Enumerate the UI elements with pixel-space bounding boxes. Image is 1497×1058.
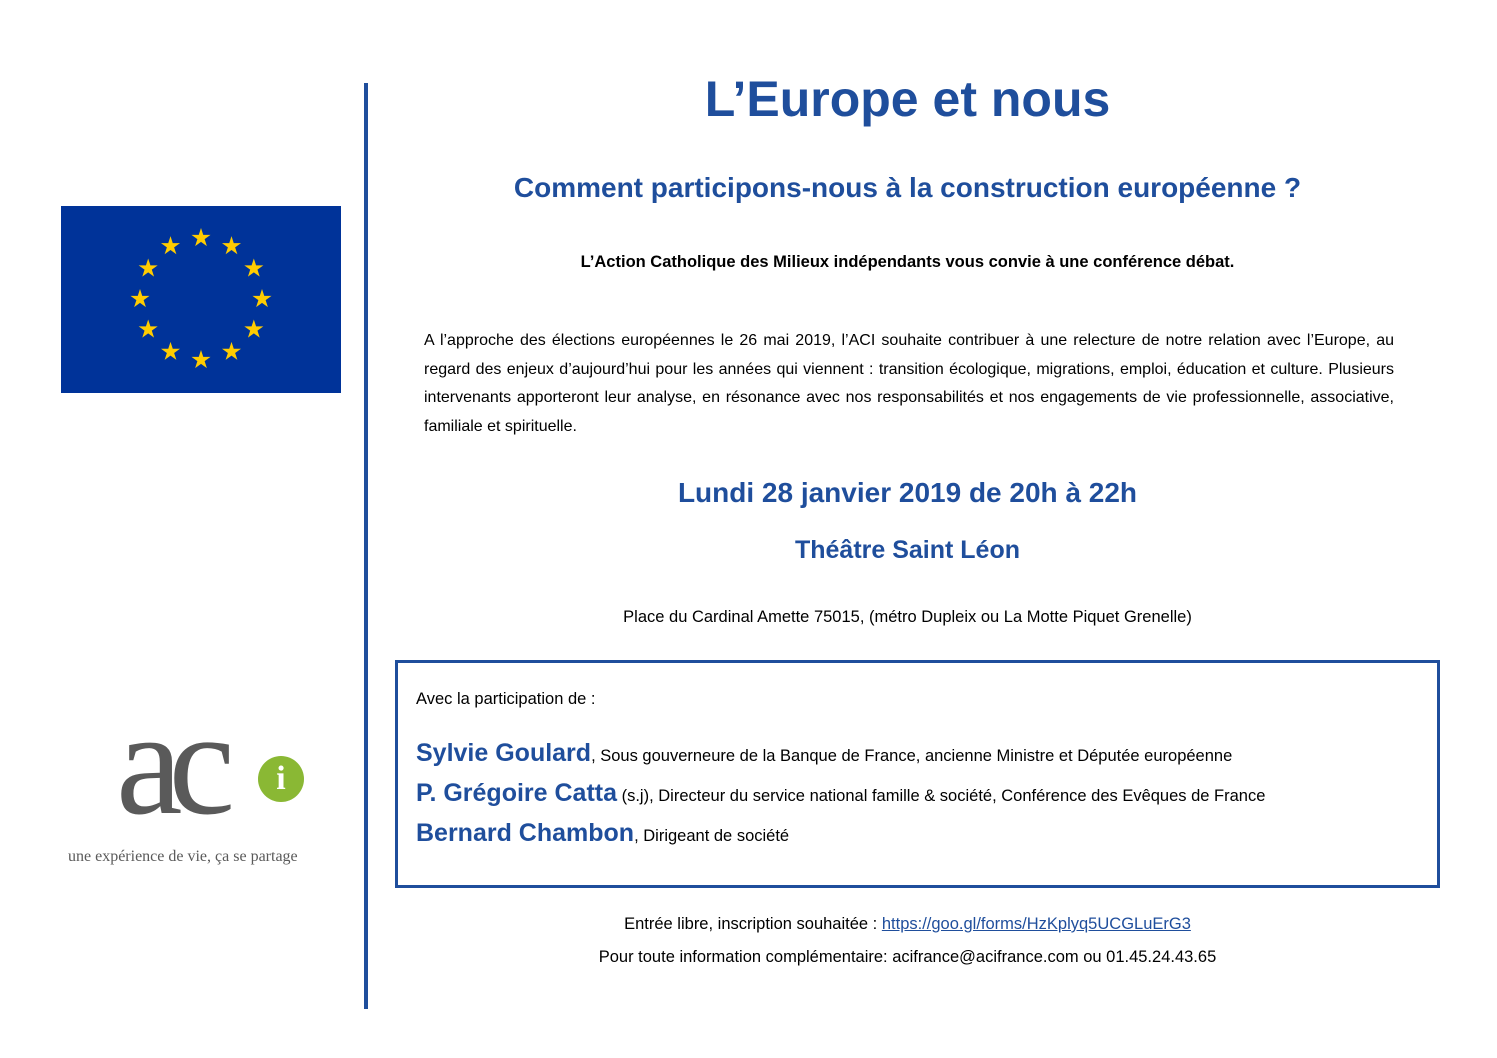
flag-star-icon — [252, 289, 271, 307]
event-address: Place du Cardinal Amette 75015, (métro Dupleix ou La Motte Piquet Grenelle) — [623, 608, 1192, 626]
flag-star-icon — [191, 350, 210, 368]
event-date: Lundi 28 janvier 2019 de 20h à 22h — [677, 477, 1138, 508]
speaker-name: Sylvie Goulard — [416, 739, 592, 767]
registration-line — [420, 915, 1395, 934]
aci-logo — [62, 680, 342, 880]
page-title: L’Europe et nous — [704, 71, 1111, 127]
speaker-role: , Dirigeant de société — [634, 827, 790, 845]
flag-star-icon — [139, 259, 158, 277]
invitation-text: L’Action Catholique des Milieux indépendants vous convie à une conférence débat. — [580, 253, 1235, 271]
event-venue: Théâtre Saint Léon — [794, 536, 1021, 564]
intro-paragraph: A l’approche des élections européennes le 26 mai 2019, l’ACI souhaite contribuer à une relecture de notre relation avec l’Europe, au regard des enjeux d’aujourd’hui pour les années qui viennent : transition écologique, migrations, emploi, éducation et culture. Plusieurs intervenants apporteront leur analyse, en résonance avec nos responsabilités et nos engagements de vie professionnelle, associative, familiale et spirituelle. — [424, 332, 1394, 435]
speaker-extra: (s.j) — [617, 787, 650, 805]
flag-star-icon — [139, 320, 158, 338]
speakers-box — [395, 660, 1440, 888]
flag-star-icon — [222, 236, 241, 254]
speaker-name: P. Grégoire Catta — [416, 779, 618, 807]
logo-i-icon: i — [258, 756, 304, 802]
flag-star-icon — [244, 320, 263, 338]
vertical-divider — [364, 83, 368, 1009]
contact-info: Pour toute information complémentaire: acifrance@acifrance.com ou 01.45.24.43.65 — [598, 948, 1217, 966]
speaker-row — [416, 819, 789, 848]
eu-flag-icon — [61, 206, 341, 393]
registration-link[interactable]: https://goo.gl/forms/HzKplyq5UCGLuErG3 — [881, 915, 1191, 933]
flag-star-icon — [161, 236, 180, 254]
registration-label: Entrée libre, inscription souhaitée : — [624, 915, 882, 933]
speaker-role: , Directeur du service national famille & société, Conférence des Evêques de France — [649, 787, 1266, 805]
flag-star-icon — [130, 289, 149, 307]
flag-star-icon — [222, 342, 241, 360]
logo-tagline: une expérience de vie, ça se partage — [68, 848, 298, 865]
logo-letters: ac — [116, 680, 222, 846]
flag-star-icon — [191, 228, 210, 246]
page-subtitle: Comment participons-nous à la construction européenne ? — [513, 172, 1302, 203]
speakers-intro: Avec la participation de : — [416, 690, 596, 708]
speaker-row — [416, 779, 1265, 808]
speaker-row — [416, 739, 1232, 768]
flag-star-icon — [244, 259, 263, 277]
flag-star-icon — [161, 342, 180, 360]
speaker-name: Bernard Chambon — [416, 819, 635, 847]
speaker-role: , Sous gouverneure de la Banque de France, ancienne Ministre et Députée européenne — [591, 747, 1233, 765]
